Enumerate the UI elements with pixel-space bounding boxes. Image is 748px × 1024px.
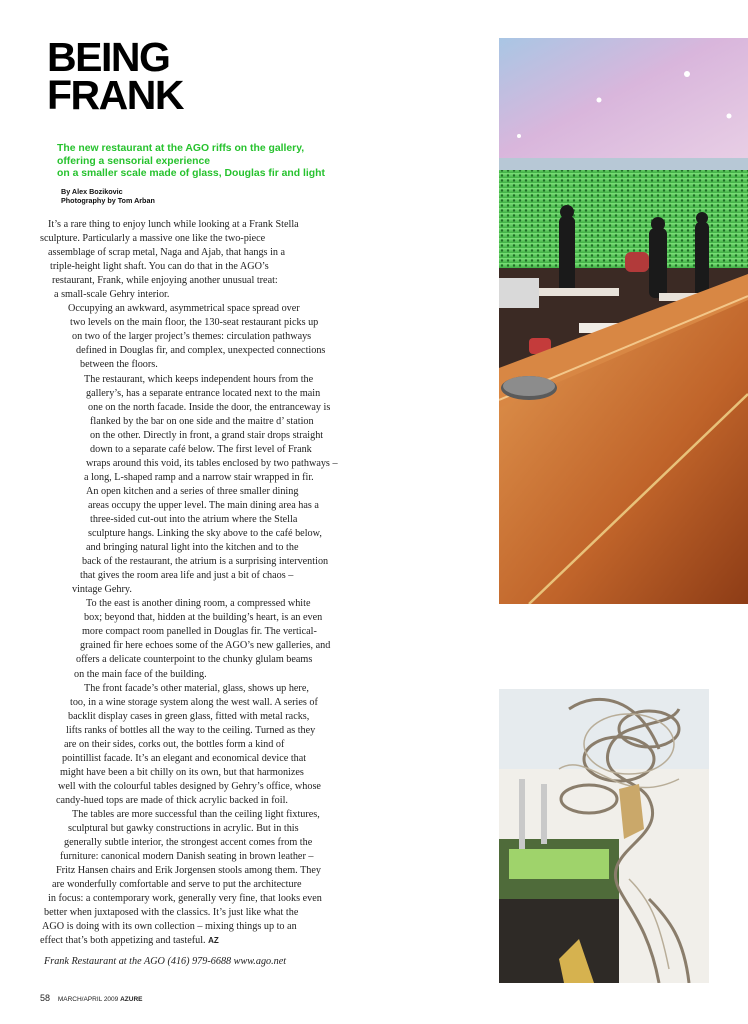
deck-line: offering a sensorial experience (57, 155, 211, 167)
issue-date: MARCH/APRIL 2009 (57, 996, 119, 1003)
body-line (40, 316, 380, 330)
body-line-text: assemblage of scrap metal, Naga and Ajab, that hangs in a (48, 247, 286, 259)
restaurant-interior-photo (499, 38, 748, 604)
byline (61, 187, 155, 205)
body-line-text: Fritz Hansen chairs and Erik Jorgensen stools among them. They (56, 865, 322, 877)
deck-line: on a smaller scale made of glass, Douglas fir and light (57, 168, 325, 179)
article-deck (57, 143, 357, 181)
body-line (40, 471, 380, 485)
body-line (40, 429, 380, 443)
body-line (40, 794, 380, 808)
body-line (40, 443, 380, 457)
body-line-text: sculpture hangs. Linking the sky above to the café below, (88, 528, 322, 540)
body-line (40, 625, 380, 639)
body-line (40, 878, 380, 892)
body-line (40, 696, 380, 710)
body-line-text: are wonderfully comfortable and serve to put the architecture (52, 879, 302, 891)
body-line-text: pointillist facade. It’s an elegant and economical device that (62, 752, 307, 764)
body-line (40, 358, 380, 372)
body-line-text: sculptural but gawky constructions in acrylic. But in this (68, 823, 299, 835)
body-line-text: a small-scale Gehry interior. (54, 289, 170, 301)
body-line-text: It’s a rare thing to enjoy lunch while looking at a Frank Stella (48, 219, 299, 230)
body-line-text: back of the restaurant, the atrium is a surprising intervention (82, 556, 329, 568)
body-line-text: generally subtle interior, the strongest accent comes from the (64, 837, 313, 849)
body-line-text: on two of the larger project’s themes: circulation pathways (72, 331, 312, 343)
body-line (40, 920, 380, 934)
body-line-text: flanked by the bar on one side and the maitre d’ station (90, 415, 314, 427)
body-line-text: AGO is doing with its own collection – mixing things up to an (42, 921, 297, 933)
body-line-text: box; beyond that, hidden at the building’s heart, is an even (84, 612, 323, 624)
body-line-text: well with the colourful tables designed by Gehry’s office, whose (58, 780, 321, 792)
body-line-text: The restaurant, which keeps independent hours from the (84, 373, 314, 385)
body-line (40, 724, 380, 738)
byline-photographer: Photography by Tom Arban (61, 196, 155, 205)
body-line-text: more compact room panelled in Douglas fir. The vertical- (82, 626, 317, 638)
body-line (40, 906, 380, 920)
restaurant-credit: Frank Restaurant at the AGO (416) 979-6688 www.ago.net (44, 956, 287, 967)
body-line-text: three-sided cut-out into the atrium where the Stella (90, 513, 298, 525)
body-line-text: are on their sides, corks out, the bottles form a kind of (64, 738, 285, 750)
body-line (40, 387, 380, 401)
paragraph-first-line (40, 682, 380, 696)
body-line-text: that gives the room area life and just a bit of chaos – (80, 570, 294, 582)
paragraph-first-line (40, 302, 380, 316)
byline-author: By Alex Bozikovic (61, 187, 123, 196)
end-mark: AZ (208, 936, 219, 946)
body-line-text: triple-height light shaft. You can do that in the AGO’s (50, 261, 269, 273)
body-line-text: one on the north facade. Inside the door, the entranceway is (88, 401, 331, 413)
body-line (40, 710, 380, 724)
body-line (40, 499, 380, 513)
body-line (40, 288, 380, 302)
body-line (40, 513, 380, 527)
body-line (40, 850, 380, 864)
body-line-text: defined in Douglas fir, and complex, unexpected connections (76, 345, 326, 357)
body-line (40, 766, 380, 780)
body-line-text: grained fir here echoes some of the AGO’s new galleries, and (80, 640, 331, 652)
body-line (40, 780, 380, 794)
body-line-text: restaurant, Frank, while enjoying another unusual treat: (52, 275, 278, 287)
body-line (40, 330, 380, 344)
body-line-text: The front facade’s other material, glass, shows up here, (84, 682, 309, 694)
body-line-text: too, in a wine storage system along the west wall. A series of (70, 696, 318, 708)
body-line-text: might have been a bit chilly on its own, but that harmonizes (60, 766, 304, 778)
body-line (40, 934, 380, 948)
body-line (40, 401, 380, 415)
body-line-text: furniture: canonical modern Danish seating in brown leather – (60, 851, 314, 863)
body-line-text: An open kitchen and a series of three smaller dining (86, 485, 299, 497)
body-line-text: sculpture. Particularly a massive one like the two-piece (40, 233, 266, 245)
body-line (40, 822, 380, 836)
body-line-text: two levels on the main floor, the 130-seat restaurant picks up (70, 317, 319, 329)
body-line-text: between the floors. (80, 359, 158, 371)
body-line-text: candy-hued tops are made of thick acrylic backed in foil. (56, 794, 288, 806)
body-line-text: in focus: a contemporary work, generally very fine, that looks even (48, 893, 322, 905)
body-line-text: on the main face of the building. (74, 668, 207, 680)
body-line (40, 583, 380, 597)
body-line-text: on the other. Directly in front, a grand stair drops straight (90, 429, 324, 441)
body-line-text: To the east is another dining room, a compressed white (86, 598, 311, 610)
body-line-text: gallery’s, has a separate entrance located next to the main (86, 387, 321, 399)
body-line (40, 892, 380, 906)
body-line (40, 246, 380, 260)
body-line (40, 555, 380, 569)
title-line-1: BEING (47, 34, 170, 80)
body-line (40, 218, 380, 232)
page-number: 58 (40, 993, 51, 1003)
deck-line: The new restaurant at the AGO riffs on the gallery, (57, 143, 305, 154)
title-line-2: FRANK (47, 72, 183, 118)
body-line-text: The tables are more successful than the ceiling light fixtures, (72, 808, 320, 820)
body-line-text: Occupying an awkward, asymmetrical space spread over (68, 303, 300, 315)
body-line (40, 541, 380, 555)
paragraph-first-line (40, 597, 380, 611)
body-line-text: a long, L-shaped ramp and a narrow stair wrapped in fir. (84, 471, 314, 483)
body-line-text: and bringing natural light into the kitchen and to the (86, 542, 299, 554)
body-line (40, 639, 380, 653)
body-line (40, 836, 380, 850)
body-line (40, 752, 380, 766)
body-line-text: areas occupy the upper level. The main dining area has a (88, 499, 319, 511)
body-line (40, 344, 380, 358)
magazine-name: AZURE (120, 996, 143, 1003)
stella-sculpture-photo (499, 689, 709, 983)
body-line-text: better when juxtaposed with the classics. It’s just like what the (44, 907, 299, 919)
paragraph-first-line (40, 485, 380, 499)
body-line (40, 864, 380, 878)
body-line-text: lifts ranks of bottles all the way to the ceiling. Turned as they (66, 724, 316, 736)
body-line (40, 260, 380, 274)
body-line-text: down to a separate café below. The first level of Frank (90, 443, 312, 455)
body-line (40, 653, 380, 667)
article-body (40, 218, 380, 948)
body-line (40, 527, 380, 541)
body-line (40, 668, 380, 682)
body-line (40, 232, 380, 246)
body-line (40, 611, 380, 625)
body-line (40, 274, 380, 288)
body-line (40, 415, 380, 429)
body-line-text: wraps around this void, its tables enclosed by two pathways – (86, 457, 338, 469)
paragraph-first-line (40, 808, 380, 822)
paragraph-first-line (40, 373, 380, 387)
body-line-text: vintage Gehry. (72, 584, 132, 596)
page-folio (40, 993, 142, 1003)
body-line-text: offers a delicate counterpoint to the chunky glulam beams (76, 654, 313, 666)
body-line (40, 569, 380, 583)
body-line (40, 738, 380, 752)
article-title (47, 34, 307, 118)
body-line-text: effect that’s both appetizing and tasteful. (40, 935, 206, 947)
body-line-text: backlit display cases in green glass, fitted with metal racks, (68, 710, 310, 722)
body-line (40, 457, 380, 471)
